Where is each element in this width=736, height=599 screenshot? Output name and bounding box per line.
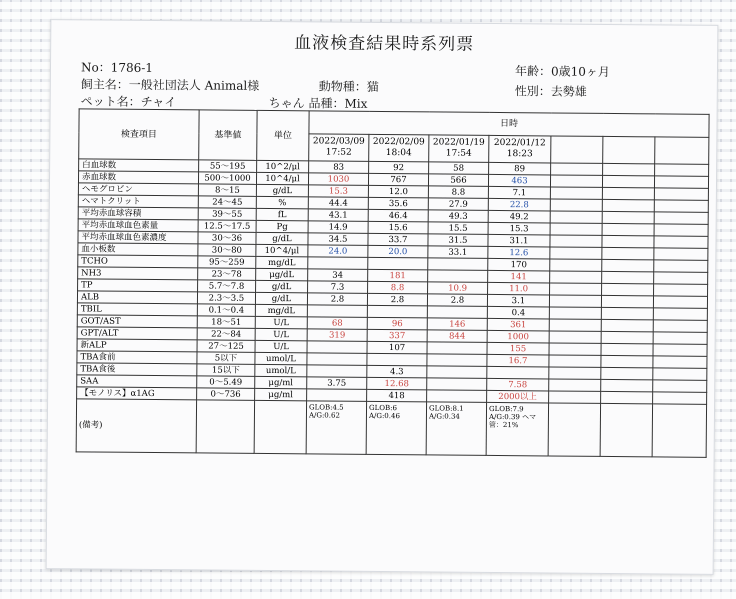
empty-cell xyxy=(549,307,601,319)
reference-range: 15以下 xyxy=(197,364,255,377)
empty-cell xyxy=(601,367,653,379)
remarks-label: (備考) xyxy=(76,399,196,453)
header-datetime: 日時 xyxy=(309,111,709,137)
result-value: 27.9 xyxy=(428,198,488,211)
result-value: 24.0 xyxy=(308,245,368,258)
reference-range: 2.3〜3.5 xyxy=(197,292,255,305)
result-value: 2.8 xyxy=(427,294,487,307)
unit: g/dL xyxy=(256,280,308,292)
test-item: 平均赤血球血色素量 xyxy=(78,219,198,232)
empty-cell xyxy=(601,319,653,331)
date-header-cell xyxy=(489,135,551,163)
test-item: NH3 xyxy=(78,267,198,280)
unit: g/dL xyxy=(256,184,308,196)
result-value xyxy=(427,354,487,367)
empty-cell xyxy=(653,356,707,368)
header-item: 検査項目 xyxy=(79,109,199,160)
result-value xyxy=(367,305,427,318)
result-value xyxy=(307,365,367,378)
empty-cell xyxy=(549,331,601,343)
empty-cell xyxy=(549,367,601,379)
result-value: 146 xyxy=(427,318,487,331)
reference-range: 39〜55 xyxy=(198,208,256,221)
result-value: 33.1 xyxy=(428,246,488,259)
reference-range: 0〜5.49 xyxy=(197,376,255,389)
result-value xyxy=(427,390,487,403)
result-value: 89 xyxy=(489,162,551,175)
test-item: GPT/ALT xyxy=(77,327,197,340)
unit: mg/dL xyxy=(255,304,307,316)
empty-cell xyxy=(653,344,707,356)
empty-cell xyxy=(655,164,709,176)
result-value: 8.8 xyxy=(368,281,428,294)
unit: 10^2/μl xyxy=(257,160,309,172)
header-unit: 単位 xyxy=(257,110,309,160)
reference-range: 23〜78 xyxy=(198,268,256,281)
empty-cell xyxy=(653,368,707,380)
unit: % xyxy=(256,196,308,208)
result-value: 361 xyxy=(487,318,549,331)
result-value: 16.7 xyxy=(487,354,549,367)
empty-cell xyxy=(196,400,254,454)
empty-cell xyxy=(601,391,653,403)
empty-cell xyxy=(654,224,708,236)
empty-cell xyxy=(602,199,654,211)
empty-cell xyxy=(653,332,707,344)
unit: μg/ml xyxy=(255,388,307,400)
reference-range: 5.7〜7.8 xyxy=(198,280,256,293)
result-value: 43.1 xyxy=(308,209,368,222)
empty-cell xyxy=(550,199,602,211)
empty-cell xyxy=(654,236,708,248)
empty-cell xyxy=(602,247,654,259)
result-value: 49.2 xyxy=(488,210,550,223)
empty-cell xyxy=(601,343,653,355)
result-value: 15.5 xyxy=(428,222,488,235)
test-item: TCHO xyxy=(78,255,198,268)
result-value xyxy=(427,306,487,319)
reference-range: 30〜80 xyxy=(198,244,256,257)
reference-range: 55〜195 xyxy=(199,160,257,173)
result-value: 15.3 xyxy=(488,222,550,235)
empty-cell xyxy=(653,392,707,404)
unit: U/L xyxy=(255,340,307,352)
empty-cell xyxy=(654,176,708,188)
empty-cell xyxy=(601,379,653,391)
unit: 10^4/μl xyxy=(256,172,308,184)
result-value: 1000 xyxy=(487,330,549,343)
result-value: 2.8 xyxy=(307,293,367,306)
reference-range: 24〜45 xyxy=(198,196,256,209)
breed: ちゃん 品種：Mix xyxy=(268,96,368,111)
result-value: 31.1 xyxy=(488,234,550,247)
test-item: ヘモグロビン xyxy=(78,183,198,196)
result-value xyxy=(427,342,487,355)
report-title: 血液検査結果時系列票 xyxy=(294,33,475,55)
empty-cell xyxy=(654,272,708,284)
result-value xyxy=(428,270,488,283)
result-value xyxy=(487,366,549,379)
empty-cell xyxy=(550,187,602,199)
empty-date-cell xyxy=(655,137,709,164)
result-value: 34 xyxy=(308,269,368,282)
result-value: 12.68 xyxy=(367,377,427,390)
result-value: 92 xyxy=(369,161,429,174)
result-value: 8.8 xyxy=(428,186,488,199)
unit: g/dL xyxy=(255,292,307,304)
result-value: 7.1 xyxy=(488,186,550,199)
result-value: 141 xyxy=(488,270,550,283)
result-value xyxy=(367,353,427,366)
empty-cell xyxy=(602,283,654,295)
result-value: 15.6 xyxy=(368,221,428,234)
reference-range: 22〜84 xyxy=(197,328,255,341)
test-item: 【モノリス】α1AG xyxy=(77,387,197,400)
result-value: 34.5 xyxy=(308,233,368,246)
test-item: TBIL xyxy=(77,303,197,316)
empty-cell xyxy=(600,403,652,456)
result-value xyxy=(368,257,428,270)
result-value: 14.9 xyxy=(308,221,368,234)
unit: μg/ml xyxy=(255,376,307,388)
reference-range: 27〜125 xyxy=(197,340,255,353)
time-label: 17:52 xyxy=(325,147,352,158)
result-value: 7.58 xyxy=(487,378,549,391)
empty-cell xyxy=(549,295,601,307)
time-label: 18:04 xyxy=(385,148,412,159)
reference-range: 0〜736 xyxy=(197,388,255,401)
reference-range: 12.5〜17.5 xyxy=(198,220,256,233)
result-value: 44.4 xyxy=(308,197,368,210)
unit: U/L xyxy=(255,316,307,328)
empty-cell xyxy=(549,319,601,331)
reference-range: 0.1〜0.4 xyxy=(197,304,255,317)
result-value: 107 xyxy=(367,341,427,354)
result-value xyxy=(427,366,487,379)
result-value: 83 xyxy=(309,161,369,174)
empty-cell xyxy=(654,200,708,212)
document-number: No：1786-1 xyxy=(80,60,154,75)
result-value: 31.5 xyxy=(428,234,488,247)
reference-range: 30〜36 xyxy=(198,232,256,245)
empty-cell xyxy=(654,284,708,296)
date-header-cell xyxy=(369,134,429,162)
empty-cell xyxy=(549,343,601,355)
time-label: 17:54 xyxy=(445,148,472,159)
unit: umol/L xyxy=(255,352,307,364)
results-table xyxy=(76,108,710,457)
reference-range: 18〜51 xyxy=(197,316,255,329)
result-value: 337 xyxy=(367,329,427,342)
date-label: 2022/03/09 xyxy=(312,136,365,147)
result-value xyxy=(428,258,488,271)
result-value: 7.3 xyxy=(308,281,368,294)
animal-species: 動物種：猫 xyxy=(318,79,379,94)
date-header-cell xyxy=(429,135,489,163)
date-label: 2022/01/12 xyxy=(493,137,546,149)
result-value: 10.9 xyxy=(428,282,488,295)
result-value xyxy=(307,341,367,354)
result-value: 319 xyxy=(307,329,367,342)
result-value: 3.1 xyxy=(487,294,549,307)
pet-name: ペット名：チャイ xyxy=(80,94,177,110)
empty-cell xyxy=(549,391,601,403)
empty-cell xyxy=(550,283,602,295)
unit: g/dL xyxy=(256,232,308,244)
result-value: 12.6 xyxy=(488,246,550,259)
empty-cell xyxy=(602,187,654,199)
result-value: 2000以上 xyxy=(487,390,549,403)
test-item: 平均赤血球容積 xyxy=(78,207,198,220)
pet-sex: 性別：去勢雄 xyxy=(514,84,587,99)
empty-cell xyxy=(549,379,601,391)
result-value: 46.4 xyxy=(368,209,428,222)
remark-note: GLOB:8.1 A/G:0.34 xyxy=(426,402,486,456)
test-item: 白血球数 xyxy=(79,159,199,172)
time-label: 18:23 xyxy=(506,149,533,160)
unit: mg/dL xyxy=(256,256,308,268)
remark-note: GLOB:7.9 A/G:0.39 ヘマ 管：21% xyxy=(486,402,548,456)
result-value: 96 xyxy=(367,317,427,330)
empty-cell xyxy=(548,403,600,456)
result-value: 767 xyxy=(368,173,428,186)
empty-cell xyxy=(654,212,708,224)
unit: 10^4/μl xyxy=(256,244,308,256)
empty-cell xyxy=(550,271,602,283)
empty-cell xyxy=(601,295,653,307)
owner-name: 飼主名：一般社団法人 Animal様 xyxy=(80,77,260,93)
lab-report-sheet xyxy=(46,19,719,575)
result-value: 22.8 xyxy=(488,198,550,211)
empty-cell xyxy=(602,223,654,235)
empty-cell xyxy=(601,307,653,319)
empty-cell xyxy=(602,235,654,247)
date-header-cell xyxy=(309,134,369,162)
result-value: 33.7 xyxy=(368,233,428,246)
empty-date-cell xyxy=(603,136,655,163)
test-item: 赤血球数 xyxy=(78,171,198,184)
empty-cell xyxy=(550,175,602,187)
date-label: 2022/01/19 xyxy=(432,137,485,148)
test-item: TBA食前 xyxy=(77,351,197,364)
empty-cell xyxy=(549,355,601,367)
test-item: 平均赤血球血色素濃度 xyxy=(78,231,198,244)
empty-cell xyxy=(653,320,707,332)
empty-cell xyxy=(602,175,654,187)
test-item: ヘマトクリット xyxy=(78,195,198,208)
empty-cell xyxy=(653,308,707,320)
reference-range: 5以下 xyxy=(197,352,255,365)
result-value: 170 xyxy=(488,258,550,271)
result-value: 155 xyxy=(487,342,549,355)
empty-cell xyxy=(550,247,602,259)
empty-cell xyxy=(602,211,654,223)
result-value xyxy=(307,389,367,402)
unit: U/L xyxy=(255,328,307,340)
result-value: 11.0 xyxy=(488,282,550,295)
test-item: 新ALP xyxy=(77,339,197,352)
unit: fL xyxy=(256,208,308,220)
test-item: TP xyxy=(78,279,198,292)
empty-cell xyxy=(602,271,654,283)
empty-cell xyxy=(654,260,708,272)
reference-range: 500〜1000 xyxy=(198,172,256,185)
results-body xyxy=(76,159,709,457)
empty-cell xyxy=(550,223,602,235)
test-item: TBA食後 xyxy=(77,363,197,376)
empty-cell xyxy=(602,259,654,271)
result-value: 418 xyxy=(367,389,427,402)
empty-date-cell xyxy=(551,136,603,163)
result-value: 463 xyxy=(488,174,550,187)
reference-range: 8〜15 xyxy=(198,184,256,197)
result-value: 4.3 xyxy=(367,365,427,378)
result-value: 566 xyxy=(428,174,488,187)
reference-range: 95〜259 xyxy=(198,256,256,269)
empty-cell xyxy=(603,163,655,175)
unit: μg/dL xyxy=(256,268,308,280)
empty-cell xyxy=(601,355,653,367)
empty-cell xyxy=(551,163,603,175)
test-item: ALB xyxy=(77,291,197,304)
test-item: GOT/AST xyxy=(77,315,197,328)
remark-note: GLOB:6 A/G:0.46 xyxy=(366,401,426,455)
empty-cell xyxy=(652,404,707,457)
empty-cell xyxy=(550,211,602,223)
remarks-row xyxy=(76,399,707,457)
result-value: 2.8 xyxy=(367,293,427,306)
result-value: 3.75 xyxy=(307,377,367,390)
test-item: 血小板数 xyxy=(78,243,198,256)
empty-cell xyxy=(550,259,602,271)
result-value xyxy=(427,378,487,391)
result-value: 49.3 xyxy=(428,210,488,223)
unit: umol/L xyxy=(255,364,307,376)
result-value: 0.4 xyxy=(487,306,549,319)
result-value: 844 xyxy=(427,330,487,343)
header-reference: 基準値 xyxy=(199,110,257,161)
empty-cell xyxy=(653,380,707,392)
empty-cell xyxy=(550,235,602,247)
result-value: 181 xyxy=(368,269,428,282)
result-value: 20.0 xyxy=(368,245,428,258)
result-value: 58 xyxy=(429,162,489,175)
empty-cell xyxy=(254,400,306,453)
result-value: 12.0 xyxy=(368,185,428,198)
empty-cell xyxy=(654,188,708,200)
empty-cell xyxy=(654,248,708,260)
test-item: SAA xyxy=(77,375,197,388)
result-value xyxy=(308,257,368,270)
result-value xyxy=(307,305,367,318)
empty-cell xyxy=(601,331,653,343)
result-value: 35.6 xyxy=(368,197,428,210)
result-value xyxy=(307,353,367,366)
result-value: 68 xyxy=(307,317,367,330)
remark-note: GLOB:4.5 A/G:0.62 xyxy=(306,401,366,455)
result-value: 1030 xyxy=(308,173,368,186)
pet-age: 年齢：0歳10ヶ月 xyxy=(514,64,610,79)
result-value: 15.3 xyxy=(308,185,368,198)
unit: Pg xyxy=(256,220,308,232)
empty-cell xyxy=(653,296,707,308)
date-label: 2022/02/09 xyxy=(372,136,425,148)
